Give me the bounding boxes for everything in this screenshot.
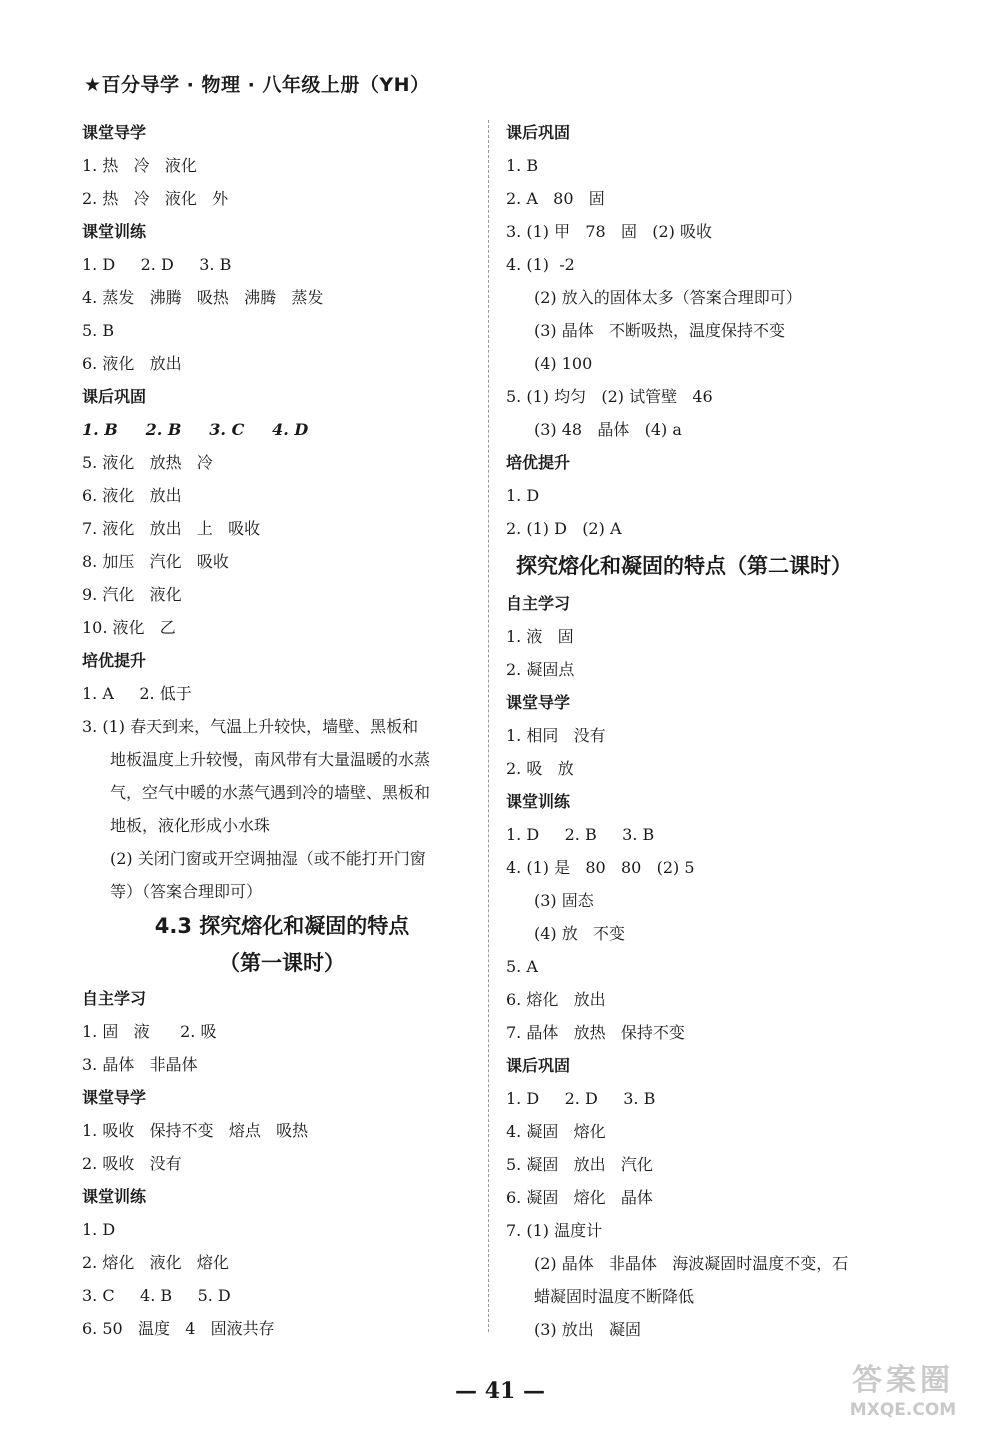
answer-line: 10. 液化 乙 xyxy=(82,618,176,637)
answer-line: 气，空气中暖的水蒸气遇到冷的墙壁、黑板和 xyxy=(110,783,431,802)
page-header: ★百分导学 · 物理 · 八年级上册（YH） xyxy=(84,74,430,96)
column-divider xyxy=(488,120,489,1332)
answer-line: 5. 凝固 放出 汽化 xyxy=(506,1155,653,1174)
answer-line: 7. 液化 放出 上 吸收 xyxy=(82,519,261,538)
answer-line: 3. (1) 甲 78 固 (2) 吸收 xyxy=(506,222,712,241)
answer-line: 3. (1) 春天到来，气温上升较快，墙壁、黑板和 xyxy=(82,717,419,736)
answer-line: 5. 液化 放热 冷 xyxy=(82,453,213,472)
answer-line: (3) 固态 xyxy=(534,891,594,910)
answer-line: 1. D 2. D 3. B xyxy=(82,255,232,274)
answer-line: 8. 加压 汽化 吸收 xyxy=(82,552,229,571)
answer-line: 2. 凝固点 xyxy=(506,660,575,679)
section-heading: 课后巩固 xyxy=(506,1056,571,1075)
answer-line: 6. 凝固 熔化 晶体 xyxy=(506,1188,653,1207)
watermark-url: MXQE.COM xyxy=(849,1400,957,1420)
answer-line: 1. D 2. B 3. B xyxy=(506,825,655,844)
answer-line: 2. 吸收 没有 xyxy=(82,1154,182,1173)
section-heading: 课堂导学 xyxy=(82,123,147,142)
watermark-text: 答案圈 xyxy=(852,1363,954,1398)
answer-line: 等）（答案合理即可） xyxy=(110,882,263,901)
section-heading: 自主学习 xyxy=(506,594,571,613)
answer-line: 2. A 80 固 xyxy=(506,189,605,208)
answer-line: 1. B xyxy=(506,156,539,175)
chapter-title: 4.3 探究熔化和凝固的特点 xyxy=(154,914,410,938)
answer-line: 6. 50 温度 4 固液共存 xyxy=(82,1319,275,1338)
chapter-title: （第一课时） xyxy=(219,951,345,975)
answer-line: (2) 放入的固体太多（答案合理即可） xyxy=(534,288,802,307)
watermark-logo xyxy=(828,1363,978,1425)
answer-line: 3. 晶体 非晶体 xyxy=(82,1055,198,1074)
answer-line: 1. 固 液 2. 吸 xyxy=(82,1022,217,1041)
section-heading: 课后巩固 xyxy=(506,123,571,142)
answer-line: 6. 液化 放出 xyxy=(82,486,182,505)
section-heading: 课堂导学 xyxy=(82,1088,147,1107)
answer-line: 1. B 2. B 3. C 4. D xyxy=(82,420,309,439)
section-heading: 课堂导学 xyxy=(506,693,571,712)
right-column xyxy=(506,116,906,1346)
answer-line: 2. (1) D (2) A xyxy=(506,519,622,538)
answer-line: (2) 晶体 非晶体 海波凝固时温度不变，石 xyxy=(534,1254,849,1273)
answer-line: 1. 相同 没有 xyxy=(506,726,606,745)
answer-line: 7. 晶体 放热 保持不变 xyxy=(506,1023,685,1042)
section-heading: 培优提升 xyxy=(82,651,147,670)
chapter-title: 探究熔化和凝固的特点（第二课时） xyxy=(516,554,852,578)
answer-line: 6. 液化 放出 xyxy=(82,354,182,373)
answer-line: 4. (1) -2 xyxy=(506,255,575,274)
page-number: — 41 — xyxy=(455,1378,545,1404)
answer-line: 1. 吸收 保持不变 熔点 吸热 xyxy=(82,1121,309,1140)
answer-line: 6. 熔化 放出 xyxy=(506,990,606,1009)
answer-line: 4. 蒸发 沸腾 吸热 沸腾 蒸发 xyxy=(82,288,324,307)
answer-line: 7. (1) 温度计 xyxy=(506,1221,603,1240)
answer-line: (3) 48 晶体 (4) a xyxy=(534,420,682,439)
answer-line: 1. 液 固 xyxy=(506,627,574,646)
answer-line: 1. D xyxy=(82,1220,116,1239)
section-heading: 课后巩固 xyxy=(82,387,147,406)
answer-line: 1. 热 冷 液化 xyxy=(82,156,197,175)
answer-line: 5. A xyxy=(506,957,538,976)
section-heading: 自主学习 xyxy=(82,989,147,1008)
answer-line: 2. 熔化 液化 熔化 xyxy=(82,1253,229,1272)
section-heading: 课堂训练 xyxy=(82,222,147,241)
answer-line: 3. C 4. B 5. D xyxy=(82,1286,231,1305)
answer-line: 地板，液化形成小水珠 xyxy=(110,816,271,835)
answer-line: 1. D xyxy=(506,486,540,505)
answer-line: 2. 热 冷 液化 外 xyxy=(82,189,229,208)
answer-line: 1. A 2. 低于 xyxy=(82,684,192,703)
answer-line: 5. B xyxy=(82,321,115,340)
answer-line: 2. 吸 放 xyxy=(506,759,574,778)
answer-line: 4. (1) 是 80 80 (2) 5 xyxy=(506,858,695,877)
answer-line: (3) 放出 凝固 xyxy=(534,1320,642,1339)
answer-line: 1. D 2. D 3. B xyxy=(506,1089,656,1108)
answer-line: 地板温度上升较慢，南风带有大量温暖的水蒸 xyxy=(110,750,431,769)
answer-line: (4) 100 xyxy=(534,354,593,373)
answer-line: 5. (1) 均匀 (2) 试管壁 46 xyxy=(506,387,713,406)
section-heading: 课堂训练 xyxy=(506,792,571,811)
answer-line: 蜡凝固时温度不断降低 xyxy=(534,1287,695,1306)
section-heading: 培优提升 xyxy=(506,453,571,472)
left-column xyxy=(82,116,482,1345)
answer-line: (3) 晶体 不断吸热，温度保持不变 xyxy=(534,321,786,340)
answer-line: 4. 凝固 熔化 xyxy=(506,1122,606,1141)
answer-line: (2) 关闭门窗或开空调抽湿（或不能打开门窗 xyxy=(110,849,426,868)
section-heading: 课堂训练 xyxy=(82,1187,147,1206)
answer-line: 9. 汽化 液化 xyxy=(82,585,182,604)
answer-line: (4) 放 不变 xyxy=(534,924,626,943)
